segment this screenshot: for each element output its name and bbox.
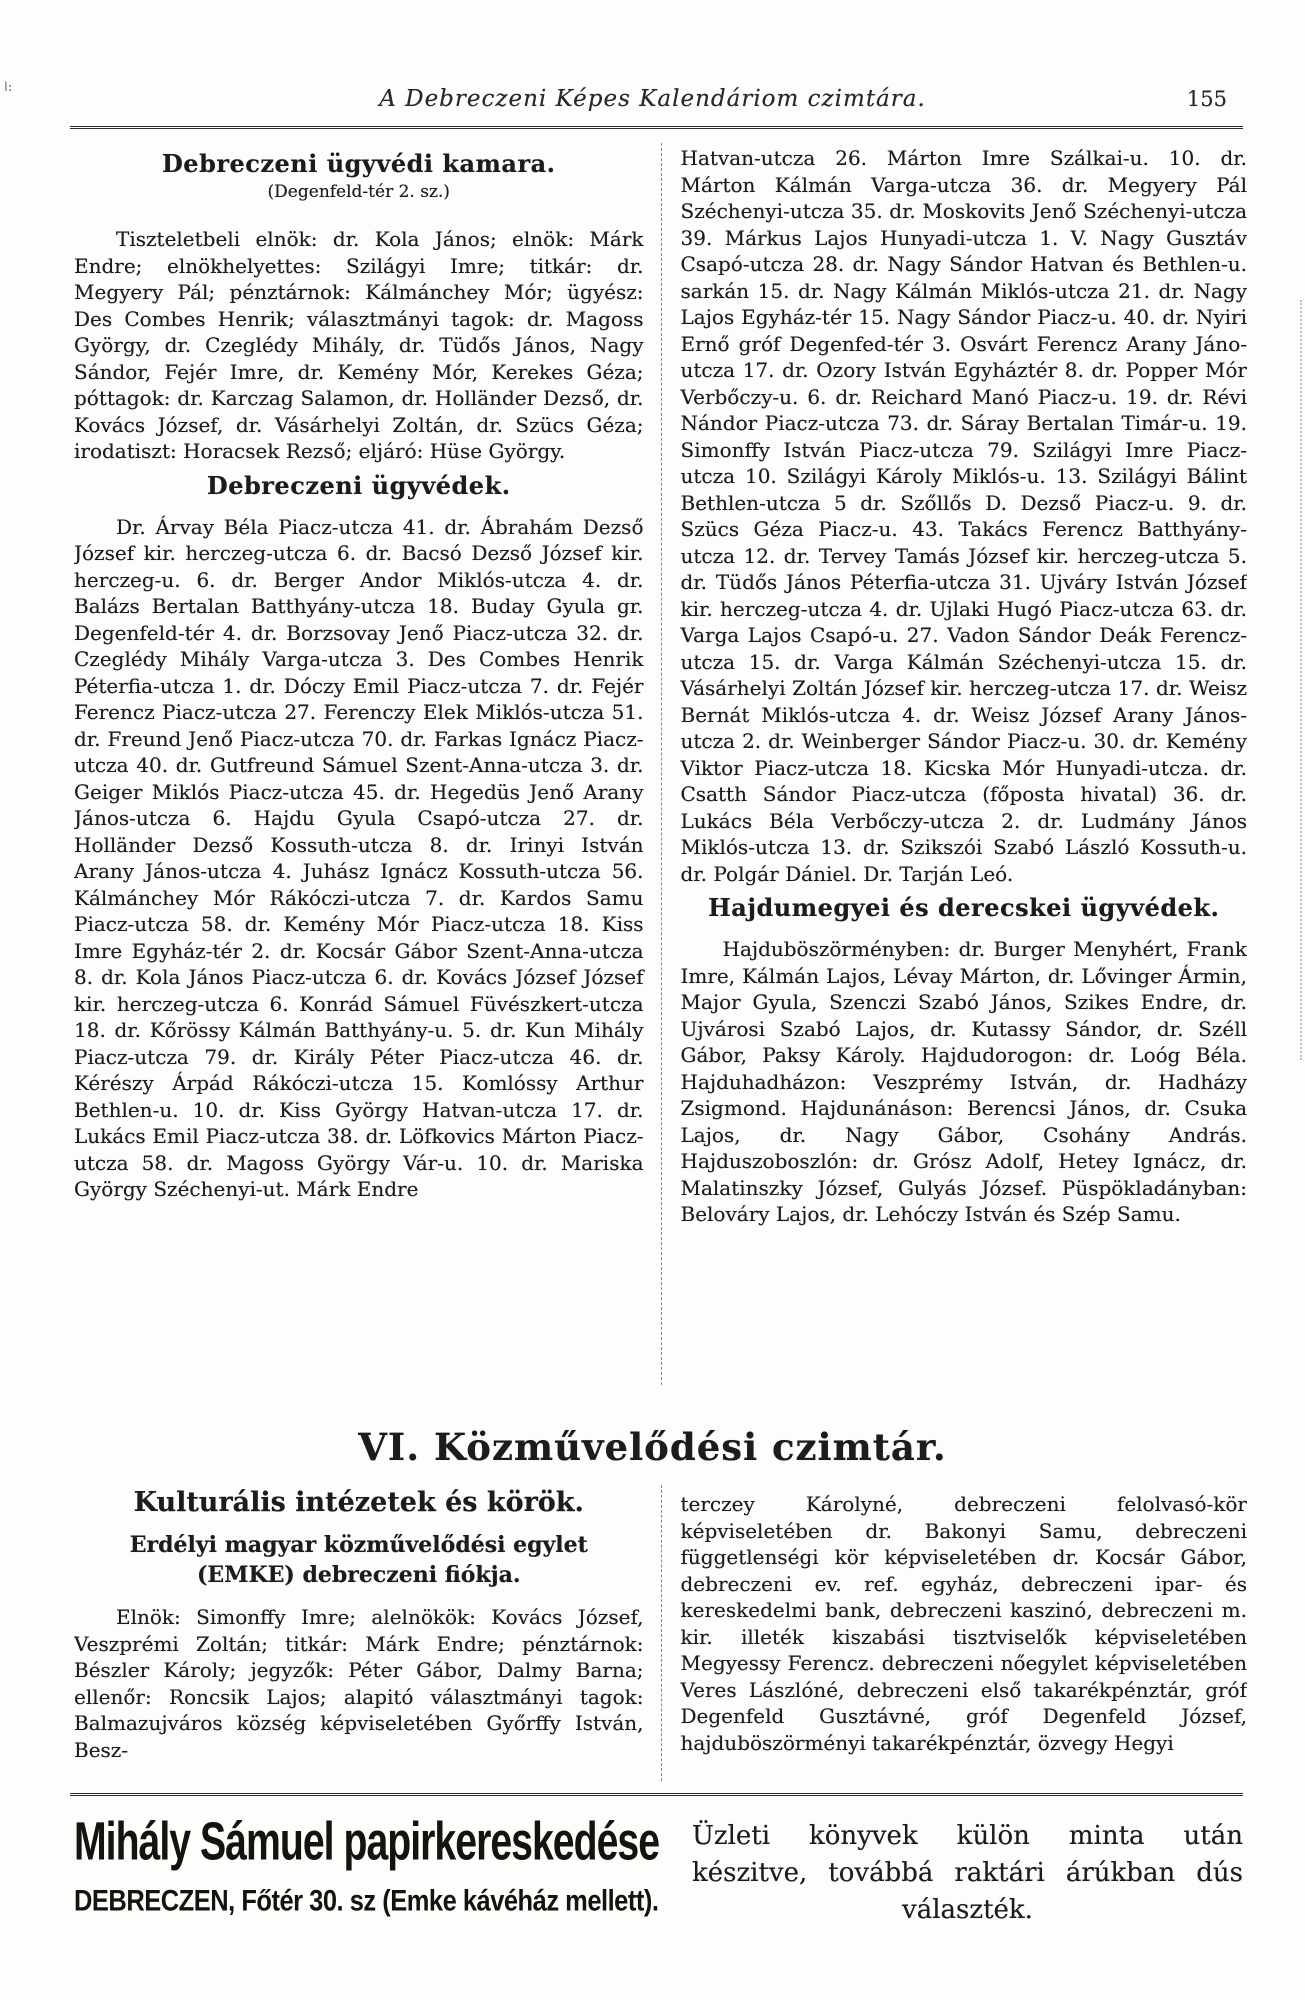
emke-officers-paragraph: Elnök: Simonffy Imre; alelnökök: Kovács József, Veszprémi Zoltán; titkár: Márk Endre; pénztárnok: Bészler Károly; jegyzők: Péter Gábor, Dalmy Barna; ellenőr: Roncsik Lajos; alapitó választmányi tagok: Balmazujváros község képviseletében Győrffy István, Besz-	[74, 1605, 644, 1762]
page-edge-binding-marks	[1300, 300, 1302, 1060]
hajdumegyei-directory-paragraph: Hajduböszörményben: dr. Burger Menyhért, Frank Imre, Kálmán Lajos, Lévay Márton, dr. Lővinger Ármin, Major Gyula, Szenczi Szabó János, Szikes Endre, dr. Ujvárosi Szabó Lajos, dr. Kutassy Sándor, dr. Széll Gábor, Paksy Károly. Hajdudorogon: dr. Loóg Béla. Hajduhadházon: Veszprémy István, dr. Hadházy Zsigmond. Hajdunánáson: Berencsi János, dr. Csuka Lajos, dr. Nagy Gábor, Csohány András. Hajduszoboszlón: dr. Grósz Adolf, Hetey Ignácz, dr. Malatinszky József, Gulyás József. Püspökladányban: Belováry Lajos, dr. Lehóczy István és Szép Samu.	[680, 937, 1247, 1226]
section-subheading-kamara-address: (Degenfeld-tér 2. sz.)	[267, 182, 450, 202]
page-header	[70, 86, 1235, 116]
advertisement-right	[684, 1812, 1247, 1929]
advertisement	[74, 1812, 1247, 1929]
section-heading-kamara: Debreczeni ügyvédi kamara.	[161, 149, 556, 178]
kamara-officers-paragraph: Tiszteletbeli elnök: dr. Kola János; elnök: Márk Endre; elnökhelyettes: Szilágyi Imre; titkár: dr. Megyery Pál; pénztárnok: Kálmánchey Mór; ügyész: Des Combes Henrik; választmányi tagok: dr. Magoss György, dr. Czeglédy Mihály, dr. Tüdős János, Nagy Sándor, Fejér Imre, dr. Kemény Mór, Kerekes Géza; póttagok: dr. Karczag Salamon, dr. Holländer Dezső, dr. Kovács József, dr. Vásárhelyi Zoltán, dr. Szücs Géza; irodatiszt: Horacsek Rezső; eljáró: Hüse György.	[74, 227, 644, 463]
section-heading-hajdumegyei: Hajdumegyei és derecskei ügyvédek.	[708, 893, 1220, 922]
emke-members-continued-paragraph: terczey Károlyné, debreczeni felolvasó-kör képviseletében dr. Bakonyi Samu, debreczeni függetlenségi kör képviseletében dr. Kocsár Gábor, debreczeni ev. ref. egyház, debreczeni ipar- és kereskedelmi bank, debreczeni kaszinó, debreczeni m. kir. illeték kiszabási tisztviselők képviseletében Megyessy Ferencz. debreczeni nőegylet képviseletében Veres Lászlóné, debreczeni első takarékpénztár, gróf Degenfeld Gusztávné, gróf Degenfeld József, hajduböszörményi takarékpénztár, özvegy Hegyi	[680, 1492, 1247, 1755]
left-column	[74, 143, 661, 1385]
section-vi-right-column	[661, 1485, 1248, 1781]
chapter-heading-vi: VI. Közművelődési czimtár.	[358, 1425, 947, 1469]
section-heading-ugyvedek: Debreczeni ügyvédek.	[206, 470, 511, 500]
section-vi-left-column	[74, 1485, 661, 1781]
running-title: A Debreczeni Képes Kalendáriom czimtára.	[379, 86, 926, 112]
main-two-column-area	[74, 143, 1247, 1385]
advertiser-address: DEBRECZEN, Főtér 30. sz (Emke kávéház mellett).	[74, 1883, 659, 1918]
page-number: 155	[1186, 87, 1227, 111]
right-column	[661, 143, 1248, 1385]
advertisement-text: Üzleti könyvek külön minta után készitve, továbbá raktári árúkban dús választék.	[691, 1821, 1243, 1925]
header-rule	[70, 126, 1243, 129]
advertiser-name: Mihály Sámuel papirkereskedése	[74, 1812, 660, 1872]
advertisement-rule	[70, 1793, 1243, 1796]
heading-emke: Erdélyi magyar közművelődési egylet (EMKE) debreczeni fiókja.	[129, 1532, 588, 1588]
ugyvedek-directory-continued: Hatvan-utcza 26. Márton Imre Szálkai-u. 10. dr. Márton Kálmán Varga-utcza 36. dr. Megyery Pál Széchenyi-utcza 35. dr. Moskovits Jenő Széchenyi-utcza 39. Márkus Lajos Hunyadi-utcza 1. V. Nagy Gusztáv Csapó-utcza 28. dr. Nagy Sándor Hatvan és Bethlen-u. sarkán 15. dr. Nagy Kálmán Miklós-utcza 21. dr. Nagy Lajos Egyház-tér 15. Nagy Sándor Piacz-u. 40. dr. Nyiri Ernő gróf Degenfed-tér 3. Osvárt Ferencz Arany Jáno-utcza 17. dr. Ozory István Egyháztér 8. dr. Popper Mór Verbőczy-u. 6. dr. Reichard Manó Piacz-u. 19. dr. Révi Nándor Piacz-utcza 73. dr. Sáray Bertalan Timár-u. 19. Simonffy István Piacz-utcza 79. Szilágyi Imre Piacz-utcza 10. Szilágyi Károly Miklós-u. 13. Szilágyi Bálint Bethlen-utcza 5 dr. Szőllős D. Dezső Piacz-u. 9. dr. Szücs Géza Piacz-u. 43. Takács Ferencz Batthyány-utcza 12. dr. Tervey Tamás József kir. herczeg-utcza 5. dr. Tüdős János Péterfia-utcza 31. Ujváry István József kir. herczeg-utcza 4. dr. Ujlaki Hugó Piacz-utcza 63. dr. Varga Lajos Csapó-u. 27. Vadon Sándor Deák Ferencz-utcza 15. dr. Varga Kálmán Széchenyi-utcza 15. dr. Vásárhelyi Zoltán József kir. herczeg-utcza 17. dr. Weisz Bernát Miklós-utcza 4. dr. Weisz József Arany János-utcza 2. dr. Weinberger Sándor Piacz-u. 30. dr. Kemény Viktor Piacz-utcza 18. Kicska Mór Hunyadi-utcza. dr. Csatth Sándor Piacz-utcza (főposta hivatal) 36. dr. Lukács Béla Verbőczy-utcza 2. dr. Ludmány János Miklós-utcza 13. dr. Szikszói Szabó László Kossuth-u. dr. Polgár Dániel. Dr. Tarján Leó.	[680, 146, 1247, 886]
scan-artifact: ǀ:	[4, 80, 13, 95]
advertisement-left	[74, 1812, 684, 1929]
heading-kulturalis: Kulturális intézetek és körök.	[133, 1487, 584, 1518]
ugyvedek-directory-paragraph: Dr. Árvay Béla Piacz-utcza 41. dr. Ábrahám Dezső József kir. herczeg-utcza 6. dr. Bacsó Dezső József kir. herczeg-u. 6. dr. Berger Andor Miklós-utcza 4. dr. Balázs Bertalan Batthyány-utcza 18. Buday Gyula gr. Degenfeld-tér 4. dr. Borzsovay Jenő Piacz-utcza 32. dr. Czeglédy Mihály Varga-utcza 3. Des Combes Henrik Péterfia-utcza 1. dr. Dóczy Emil Piacz-utcza 7. dr. Fejér Ferencz Piacz-utcza 27. Ferenczy Elek Miklós-utcza 51. dr. Freund Jenő Piacz-utcza 70. dr. Farkas Ignácz Piacz-utcza 40. dr. Gutfreund Sámuel Szent-Anna-utcza 3. dr. Geiger Miklós Piacz-utcza 45. dr. Hegedüs Jenő Arany János-utcza 6. Hajdu Gyula Csapó-utcza 27. dr. Holländer Dezső Kossuth-utcza 8. dr. Irinyi István Arany János-utcza 4. Juhász Ignácz Kossuth-utcza 56. Kálmánchey Mór Rákóczi-utcza 7. dr. Kardos Samu Piacz-utcza 58. dr. Kemény Mór Piacz-utcza 18. Kiss Imre Egyház-tér 2. dr. Kocsár Gábor Szent-Anna-utcza 8. dr. Kola János Piacz-utcza 6. dr. Kovács József József kir. herczeg-utcza 6. Konrád Sámuel Füvészkert-utcza 18. dr. Kőrössy Kálmán Batthyány-u. 5. dr. Kun Mihály Piacz-utcza 79. dr. Király Péter Piacz-utcza 46. dr. Kérészy Árpád Rákóczi-utcza 15. Komlóssy Arthur Bethlen-u. 10. dr. Kiss György Hatvan-utcza 17. dr. Lukács Emil Piacz-utcza 38. dr. Löfkovics Márton Piacz-utcza 58. dr. Magoss György Vár-u. 10. dr. Mariska György Széchenyi-ut. Márk Endre	[74, 514, 644, 1201]
section-vi-two-column-area	[74, 1485, 1247, 1781]
